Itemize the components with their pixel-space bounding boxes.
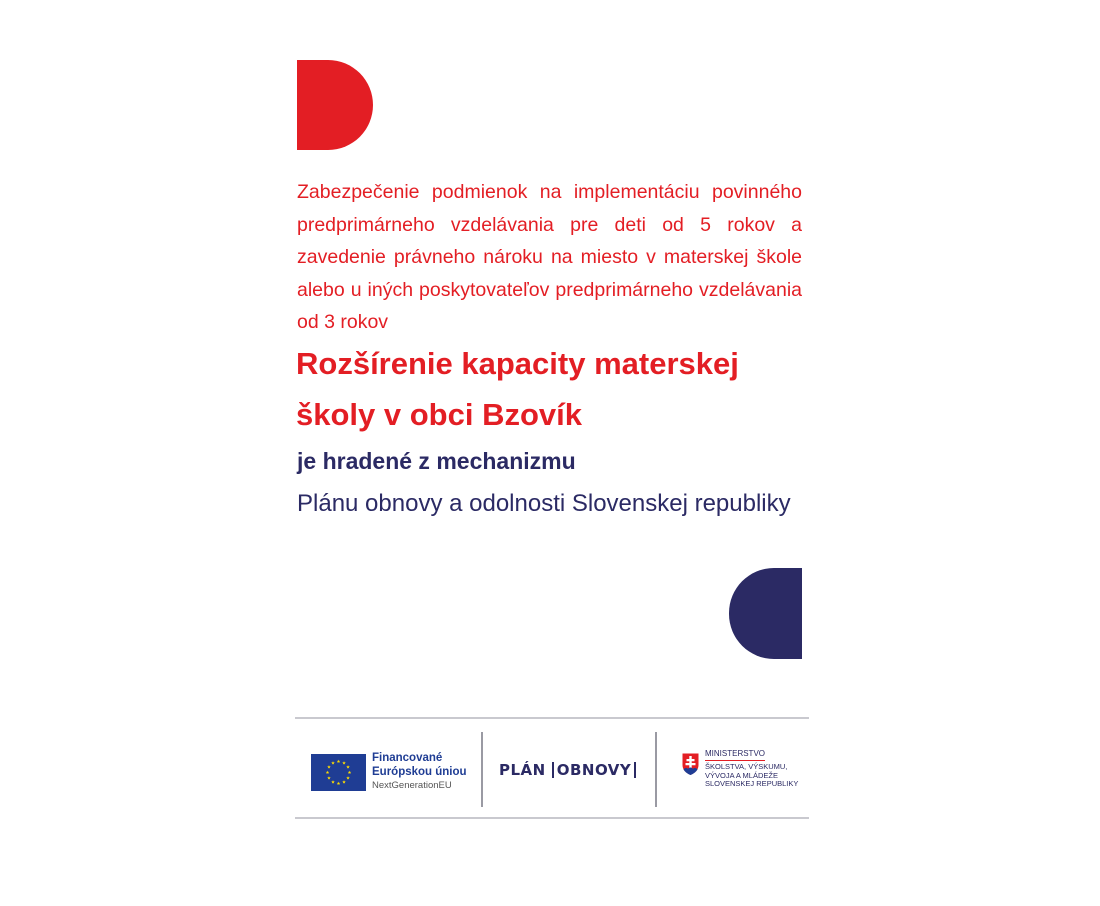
- eu-star: [342, 780, 346, 783]
- eu-star: [337, 760, 341, 763]
- eu-star: [327, 776, 331, 779]
- bottom-divider: [295, 817, 809, 819]
- navy-half-circle-decoration: [729, 568, 802, 659]
- eu-star: [348, 771, 352, 774]
- eu-star: [326, 771, 330, 774]
- eu-logo-line-2: Európskou úniou: [372, 765, 467, 778]
- intro-paragraph: Zabezpečenie podmienok na implementáciu povinného predprimárneho vzdelávania pre deti od 5 rokov a zavedenie právneho nároku na miesto v materskej škole alebo u iných poskytovateľov predprimárneho vzdelávania od 3 rokov: [297, 181, 802, 333]
- eu-star: [342, 761, 346, 764]
- eu-star: [327, 765, 331, 768]
- eu-star: [331, 780, 335, 783]
- ministry-line-1: MINISTERSTVO: [705, 749, 765, 761]
- eu-star: [337, 782, 341, 785]
- eu-funding-logo-text: [372, 752, 477, 792]
- plan-logo-word-1: PLÁN: [499, 761, 546, 779]
- eu-logo-line-1: Financované: [372, 752, 443, 764]
- plan-obnovy-logo: [499, 758, 636, 782]
- plan-logo-word-2: OBNOVY: [552, 762, 637, 778]
- ministry-line-2: ŠKOLSTVA, VÝSKUMU,: [705, 762, 788, 771]
- recovery-plan-statement: Plánu obnovy a odolnosti Slovenskej republiky: [297, 490, 791, 517]
- ministry-line-3: VÝVOJA A MLÁDEŽE: [705, 770, 778, 780]
- funding-statement: je hradené z mechanizmu: [297, 448, 576, 474]
- top-divider: [295, 717, 809, 719]
- eu-flag-icon: [311, 754, 366, 791]
- eu-star: [346, 776, 350, 779]
- eu-star: [331, 761, 335, 764]
- eu-logo-line-3: NextGenerationEU: [372, 780, 452, 791]
- ministry-line-4: SLOVENSKEJ REPUBLIKY: [705, 779, 799, 789]
- logo-separator: [655, 732, 657, 807]
- slovak-coat-of-arms-icon: [681, 752, 700, 776]
- ministry-logo-text: [705, 749, 805, 789]
- project-headline: Rozšírenie kapacity materskej školy v obci Bzovík: [296, 346, 739, 432]
- logo-separator: [481, 732, 483, 807]
- red-half-circle-decoration: [297, 60, 373, 150]
- eu-star: [346, 765, 350, 768]
